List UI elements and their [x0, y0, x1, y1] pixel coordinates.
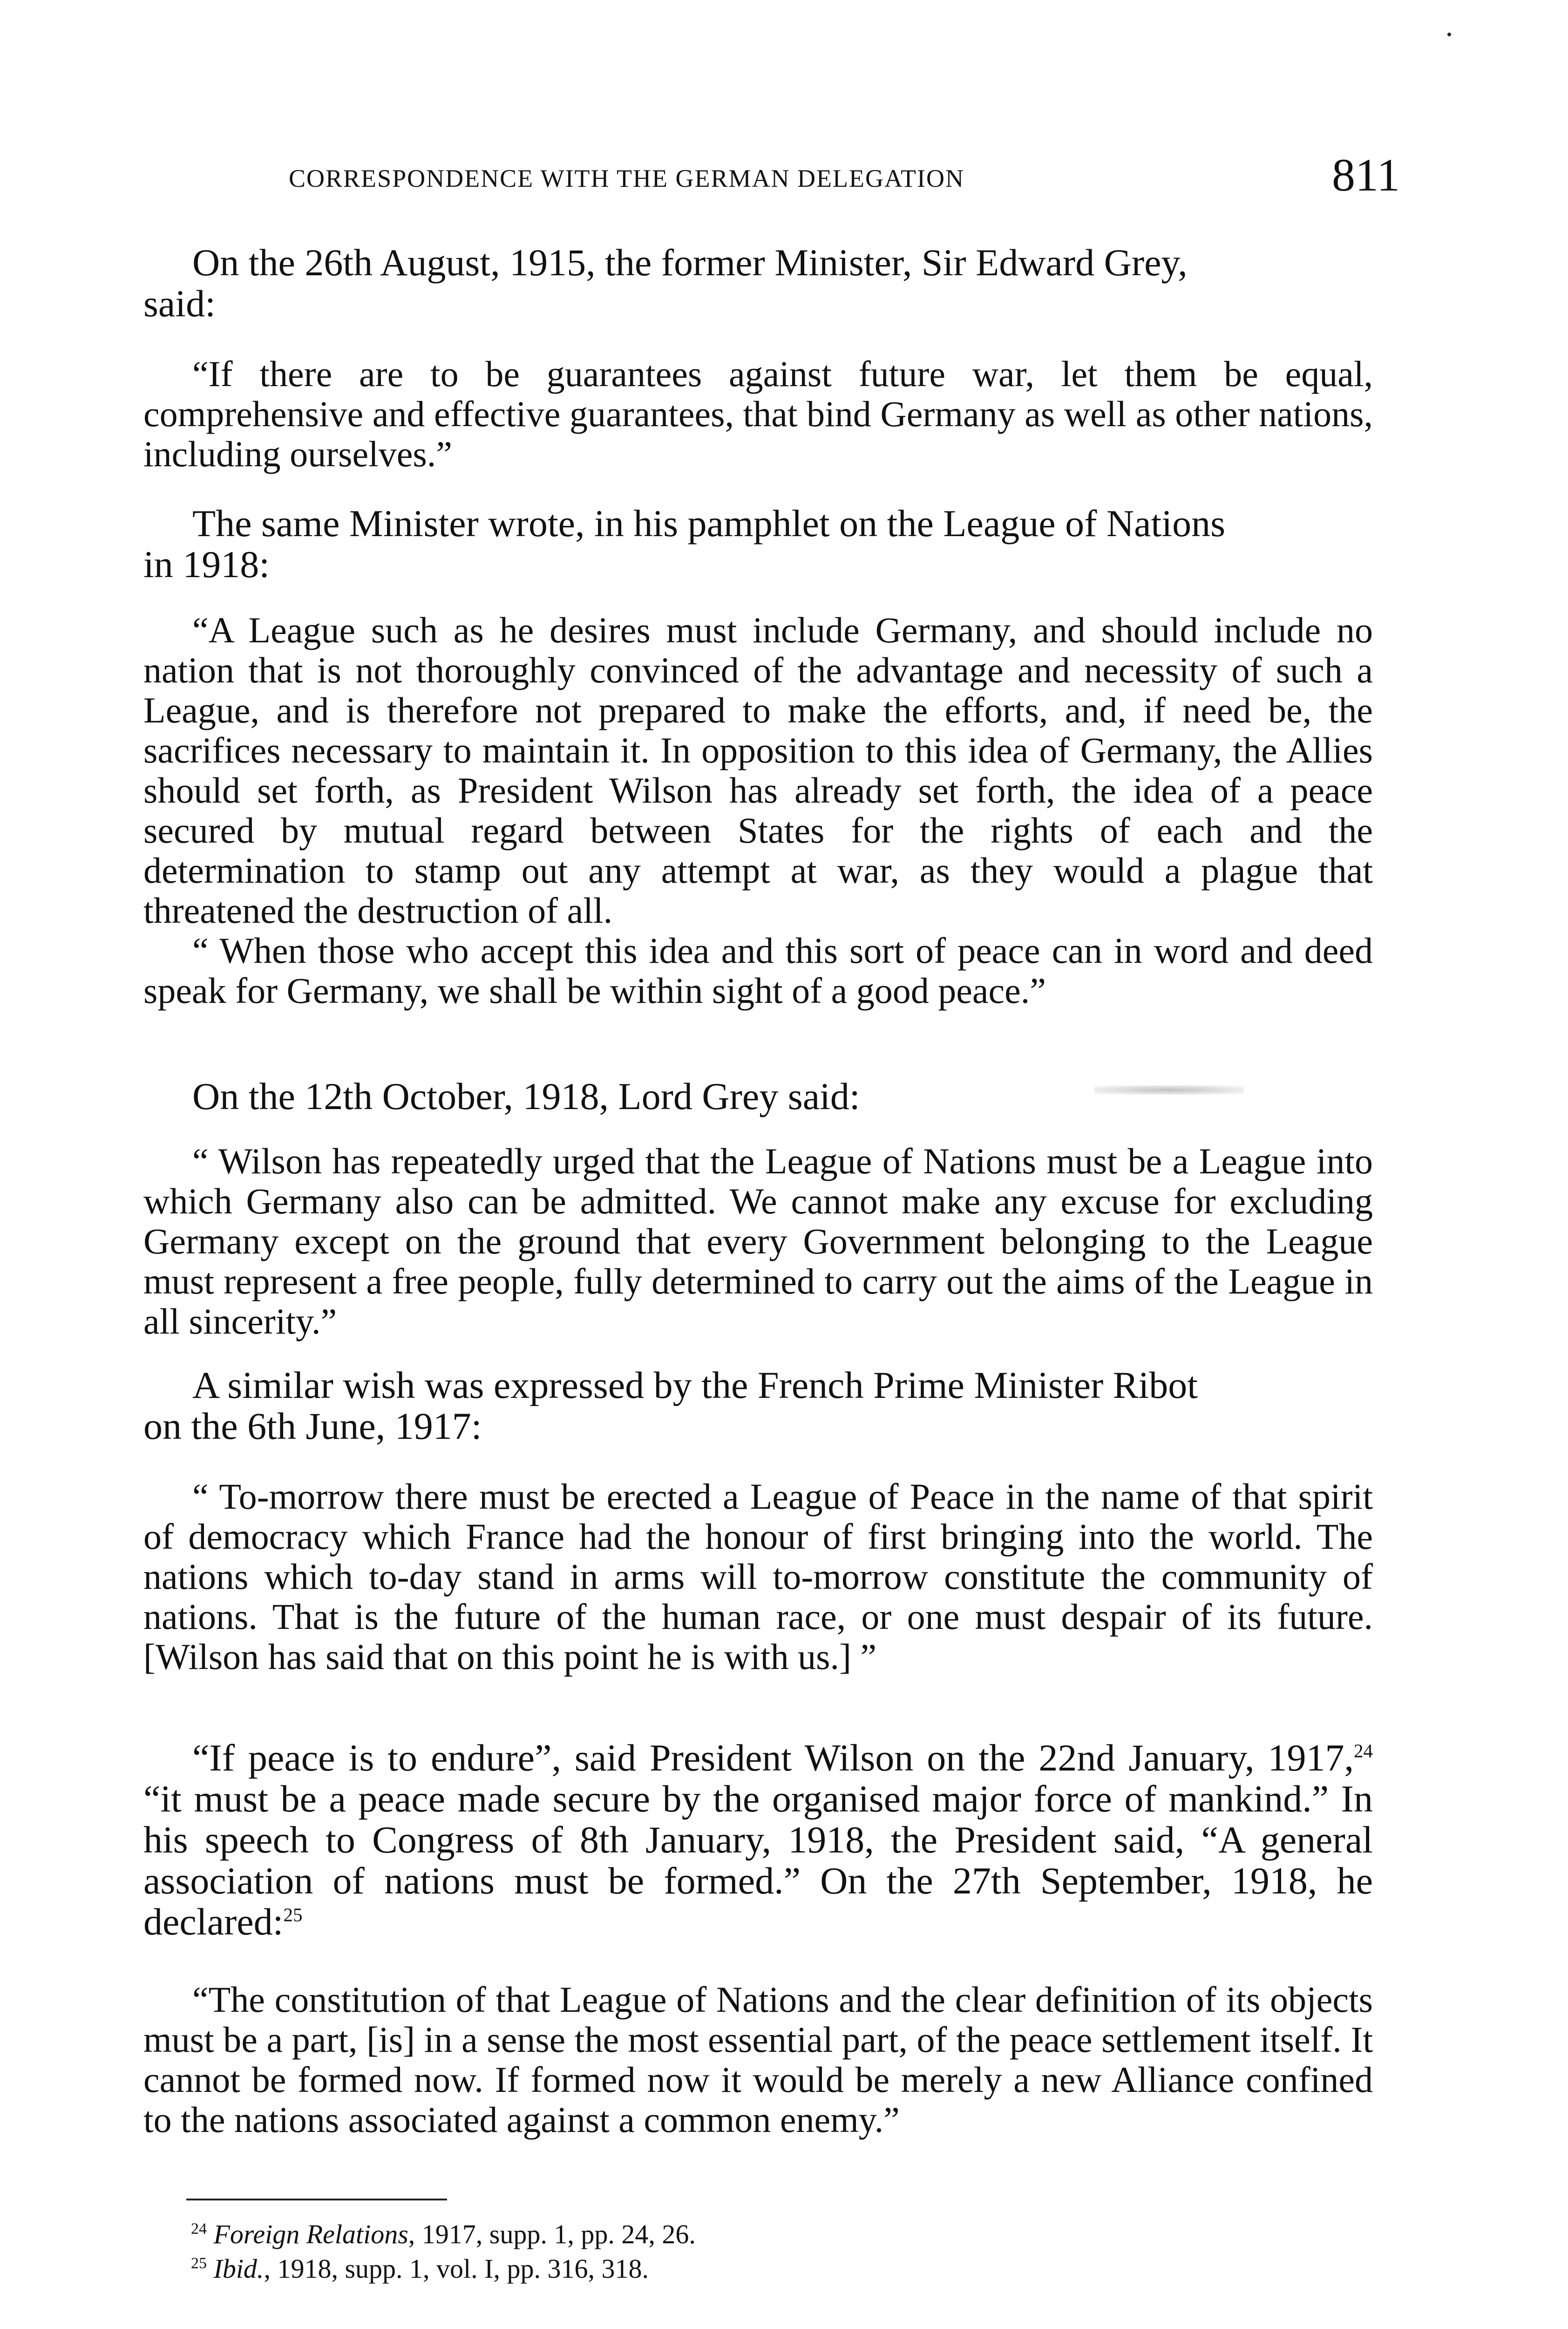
scan-smudge [1094, 1085, 1243, 1095]
paragraph-wilson-speeches: “If peace is to endure”, said President Wilson on the 22nd January, 1917,24 “it must be a peace made secure by the organised major force of mankind.” In his speech to Congress of 8th January, 1918, the President said, “A general association of nations must be formed.” On the 27th September, 1918, he declared:$^{25}$ [143, 1737, 1373, 1943]
footnote-ref-25: 25 [283, 1904, 303, 1926]
quote-league-germany: “A League such as he desires must include Germany, and should include no nation that is not thoroughly convinced of the advantage and necessity of such a League, and is therefore not prepared to make the efforts, and, if need be, the sacrifices necessary to maintain it. In opposition to this idea of Germany, the Allies should set forth, as President Wilson has already set forth, the idea of a peace secured by mutual regard between States for the rights of each and the determination to stamp out any attempt at war, as they would a plague that threatened the destruction of all. “ When those who accept this idea and this sort of peace can in word and deed speak for Germany, we shall be within sight of a good peace.” [143, 610, 1373, 1011]
paragraph-ribot: A similar wish was expressed by the French Prime Minister Ribot on the 6th June, 1917: [143, 1364, 1198, 1447]
footnotes [191, 2217, 696, 2286]
paragraph-grey-1918: On the 12th October, 1918, Lord Grey said: [192, 1075, 860, 1117]
quote-guarantees: “If there are to be guarantees against future war, let them be equal, comprehensive and effective guarantees, that bind Germany as well as other nations, including ourselves.” [143, 354, 1373, 474]
running-head: CORRESPONDENCE WITH THE GERMAN DELEGATION [289, 164, 964, 192]
quote-league-of-peace: “ To-morrow there must be erected a League of Peace in the name of that spirit of democracy which France had the honour of first bringing into the world. The nations which to-day stand in arms will to-morrow constitute the community of nations. That is the future of the human race, or one must despair of its future. [Wilson has said that on this point he is with us.] ” [143, 1476, 1373, 1677]
footnote-rule [186, 2199, 447, 2200]
quote-wilson-league: “ Wilson has repeatedly urged that the League of Nations must be a League into which Germany also can be admitted. We cannot make any excuse for excluding Germany except on the ground that every Government belonging to the League must represent a free people, fully determined to carry out the aims of the League in all sincerity.” [143, 1141, 1373, 1342]
page-number: 811 [1332, 149, 1400, 201]
footnote-ref-24: 24 [1354, 1740, 1373, 1762]
footnote-24: $^{24}$ Foreign Relations, 1917, supp. 1, pp. 24, 26. [191, 2219, 696, 2249]
quote-constitution: “The constitution of that League of Nations and the clear definition of its objects must be a part, [is] in a sense the most essential part, of the peace settlement itself. It cannot be formed now. If formed now it would be merely a new Alliance confined to the nations associated against a common enemy.” [143, 1979, 1373, 2140]
footnote-25: $^{25}$ Ibid., 1918, supp. 1, vol. I, pp. 316, 318. [191, 2254, 649, 2284]
scan-speck [1447, 33, 1451, 36]
paragraph-pamphlet-1918: The same Minister wrote, in his pamphlet on the League of Nations in 1918: [143, 502, 1226, 586]
paragraph-grey-1915: On the 26th August, 1915, the former Minister, Sir Edward Grey, said: [143, 241, 1188, 325]
